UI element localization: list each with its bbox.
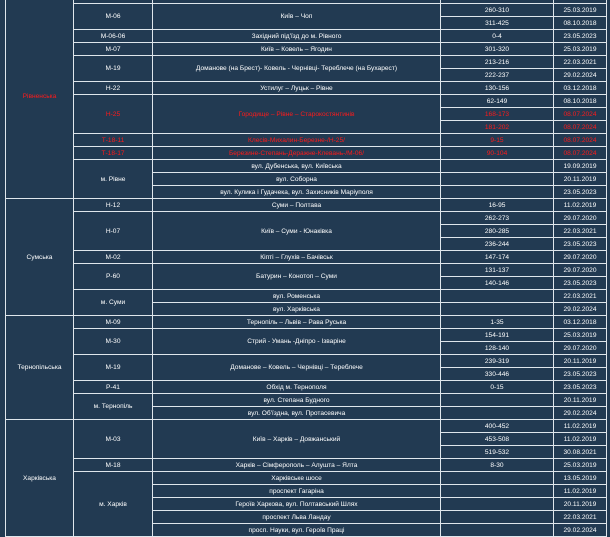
km-range: 453-508 [441, 433, 554, 446]
km-range: 16-95 [441, 199, 554, 212]
route-name: просп. Науки, вул. Героїв Праці [153, 524, 441, 537]
date-cell: 19.09.2019 [554, 160, 607, 173]
route-name: Суми – Полтава [153, 199, 441, 212]
road-code: М-06 [74, 4, 153, 30]
route-name: вул. Роменська [153, 290, 441, 303]
km-range [441, 524, 554, 537]
date-cell: 29.07.2020 [554, 251, 607, 264]
km-range: 130-156 [441, 82, 554, 95]
km-range: 8-30 [441, 459, 554, 472]
date-cell: 03.12.2018 [554, 316, 607, 329]
km-range: 154-191 [441, 329, 554, 342]
km-range: 9-15 [441, 134, 554, 147]
road-code: Н-22 [74, 82, 153, 95]
km-range: 400-452 [441, 420, 554, 433]
route-name: Київ – Харків – Довжанський [153, 420, 441, 459]
date-cell: 20.11.2019 [554, 498, 607, 511]
date-cell: 23.05.2023 [554, 277, 607, 290]
table-row [6, 134, 607, 147]
road-code: Н-25 [74, 95, 153, 134]
route-name: вул. Степана Будного [153, 394, 441, 407]
km-range: 131-137 [441, 264, 554, 277]
km-range: 213-216 [441, 56, 554, 69]
date-cell: 03.12.2018 [554, 82, 607, 95]
km-range: 62-149 [441, 95, 554, 108]
region-cell: Тернопільська [6, 316, 74, 420]
km-range: 0-15 [441, 381, 554, 394]
date-cell: 22.03.2021 [554, 511, 607, 524]
date-cell: 29.07.2020 [554, 264, 607, 277]
date-cell: 25.03.2019 [554, 459, 607, 472]
km-range [441, 394, 554, 407]
date-cell: 08.10.2018 [554, 17, 607, 30]
table-row [6, 30, 607, 43]
roads-table [5, 0, 607, 537]
km-range: 140-146 [441, 277, 554, 290]
km-range [441, 485, 554, 498]
table-row [6, 43, 607, 56]
region-cell: Харківська [6, 420, 74, 537]
route-name: Тернопіль – Львів – Рава Руська [153, 316, 441, 329]
road-code: М-07 [74, 43, 153, 56]
route-name: Харків – Сімферополь – Алушта – Ялта [153, 459, 441, 472]
table-row [6, 147, 607, 160]
date-cell: 20.11.2019 [554, 355, 607, 368]
date-cell: 08.07.2024 [554, 147, 607, 160]
table-row [6, 290, 607, 303]
route-name: Західний під'їзд до м. Рівного [153, 30, 441, 43]
table-row [6, 472, 607, 485]
date-cell: 20.11.2019 [554, 394, 607, 407]
km-range: 311-425 [441, 17, 554, 30]
km-range: 1-35 [441, 316, 554, 329]
table-row [6, 355, 607, 368]
route-name: Стрий - Умань -Дніпро - Ізваріне [153, 329, 441, 355]
date-cell: 11.02.2019 [554, 199, 607, 212]
date-cell: 08.07.2024 [554, 134, 607, 147]
road-code: М-06-06 [74, 30, 153, 43]
region-cell: Сумська [6, 199, 74, 316]
road-code: М-30 [74, 329, 153, 355]
date-cell: 08.10.2018 [554, 95, 607, 108]
route-name: Устилуг – Луцьк – Рівне [153, 82, 441, 95]
road-code: м. Рівне [74, 160, 153, 199]
km-range: 128-140 [441, 342, 554, 355]
road-code: М-09 [74, 316, 153, 329]
date-cell: 30.08.2021 [554, 446, 607, 459]
km-range [441, 472, 554, 485]
road-code: Р-60 [74, 264, 153, 290]
date-cell: 29.02.2024 [554, 69, 607, 82]
km-range: 168-173 [441, 108, 554, 121]
km-range: 280-285 [441, 225, 554, 238]
date-cell: 11.02.2019 [554, 420, 607, 433]
km-range [441, 160, 554, 173]
date-cell: 29.02.2024 [554, 303, 607, 316]
route-name: Батурин – Конотоп – Суми [153, 264, 441, 290]
road-code: М-19 [74, 56, 153, 82]
km-range: 236-244 [441, 238, 554, 251]
route-name: проспект Гагаріна [153, 485, 441, 498]
date-cell: 29.02.2024 [554, 524, 607, 537]
route-name: Харківське шосе [153, 472, 441, 485]
road-code: М-03 [74, 420, 153, 459]
table-row [6, 394, 607, 407]
km-range: 0-4 [441, 30, 554, 43]
road-code: Н-07 [74, 212, 153, 251]
route-name: Городище – Рівне – Старокостянтинів [153, 95, 441, 134]
km-range [441, 186, 554, 199]
date-cell: 22.03.2021 [554, 290, 607, 303]
date-cell: 22.03.2021 [554, 225, 607, 238]
date-cell: 22.03.2021 [554, 56, 607, 69]
route-name: вул. Соборна [153, 173, 441, 186]
road-code: М-18 [74, 459, 153, 472]
km-range: 222-237 [441, 69, 554, 82]
table-row [6, 82, 607, 95]
table-row [6, 459, 607, 472]
table-row [6, 264, 607, 277]
km-range: 301-320 [441, 43, 554, 56]
date-cell: 25.03.2019 [554, 43, 607, 56]
date-cell: 23.05.2023 [554, 368, 607, 381]
km-range: 147-174 [441, 251, 554, 264]
km-range: 262-273 [441, 212, 554, 225]
date-cell: 08.07.2024 [554, 108, 607, 121]
date-cell: 25.03.2019 [554, 4, 607, 17]
table-row [6, 56, 607, 69]
table-row [6, 95, 607, 108]
table-row [6, 199, 607, 212]
date-cell: 13.05.2019 [554, 472, 607, 485]
date-cell: 23.05.2023 [554, 186, 607, 199]
route-name: Київ – Ковель – Ягодин [153, 43, 441, 56]
date-cell: 29.07.2020 [554, 342, 607, 355]
km-range: 181-202 [441, 121, 554, 134]
route-name: Героїв Харкова, вул. Полтавський Шлях [153, 498, 441, 511]
table-row [6, 160, 607, 173]
km-range [441, 511, 554, 524]
date-cell: 23.05.2023 [554, 30, 607, 43]
date-cell: 20.11.2019 [554, 173, 607, 186]
road-code: м. Суми [74, 290, 153, 316]
route-name: проспект Льва Ландау [153, 511, 441, 524]
road-code: Т-18-17 [74, 147, 153, 160]
table-row [6, 212, 607, 225]
route-name: вул. Кулика і Гудачека, вул. Захисників Маріуполя [153, 186, 441, 199]
table-row [6, 329, 607, 342]
route-name: Київ – Чоп [153, 4, 441, 30]
km-range: 239-319 [441, 355, 554, 368]
route-name: вул. Харківська [153, 303, 441, 316]
route-name: Березине-Степань-Деражне-Клевань-/М-06/ [153, 147, 441, 160]
km-range [441, 407, 554, 420]
route-name: Кіпті – Глухів – Бачівськ [153, 251, 441, 264]
route-name: вул. Дубенська, вул. Київська [153, 160, 441, 173]
table-row [6, 4, 607, 17]
date-cell: 29.07.2020 [554, 212, 607, 225]
date-cell: 11.02.2019 [554, 485, 607, 498]
km-range [441, 290, 554, 303]
route-name: Обхід м. Тернополя [153, 381, 441, 394]
date-cell: 11.02.2019 [554, 433, 607, 446]
region-cell: Рівненська [6, 0, 74, 199]
road-code: Р-41 [74, 381, 153, 394]
table-row [6, 381, 607, 394]
table-row [6, 251, 607, 264]
road-code: М-02 [74, 251, 153, 264]
date-cell: 25.03.2019 [554, 329, 607, 342]
km-range [441, 173, 554, 186]
date-cell: 08.07.2024 [554, 121, 607, 134]
date-cell: 23.05.2023 [554, 238, 607, 251]
road-code: М-19 [74, 355, 153, 381]
route-name: Клесів-Михалин-Березне-/Н-25/ [153, 134, 441, 147]
table-row [6, 420, 607, 433]
table-row [6, 316, 607, 329]
route-name: Доманове – Ковель – Чернівці – Тереблече [153, 355, 441, 381]
km-range: 90-104 [441, 147, 554, 160]
road-code: Н-12 [74, 199, 153, 212]
km-range: 519-532 [441, 446, 554, 459]
road-code: м. Тернопіль [74, 394, 153, 420]
km-range: 260-310 [441, 4, 554, 17]
route-name: Київ – Суми - Юнаківка [153, 212, 441, 251]
date-cell: 23.05.2023 [554, 381, 607, 394]
date-cell: 29.02.2024 [554, 407, 607, 420]
km-range [441, 303, 554, 316]
km-range [441, 498, 554, 511]
km-range: 330-446 [441, 368, 554, 381]
route-name: Доманове (на Брест)- Ковель - Чернівці- Тереблече (на Бухарест) [153, 56, 441, 82]
road-code: Т-18-11 [74, 134, 153, 147]
road-code: м. Харків [74, 472, 153, 537]
route-name: вул. Об'їздна, вул. Протасевича [153, 407, 441, 420]
